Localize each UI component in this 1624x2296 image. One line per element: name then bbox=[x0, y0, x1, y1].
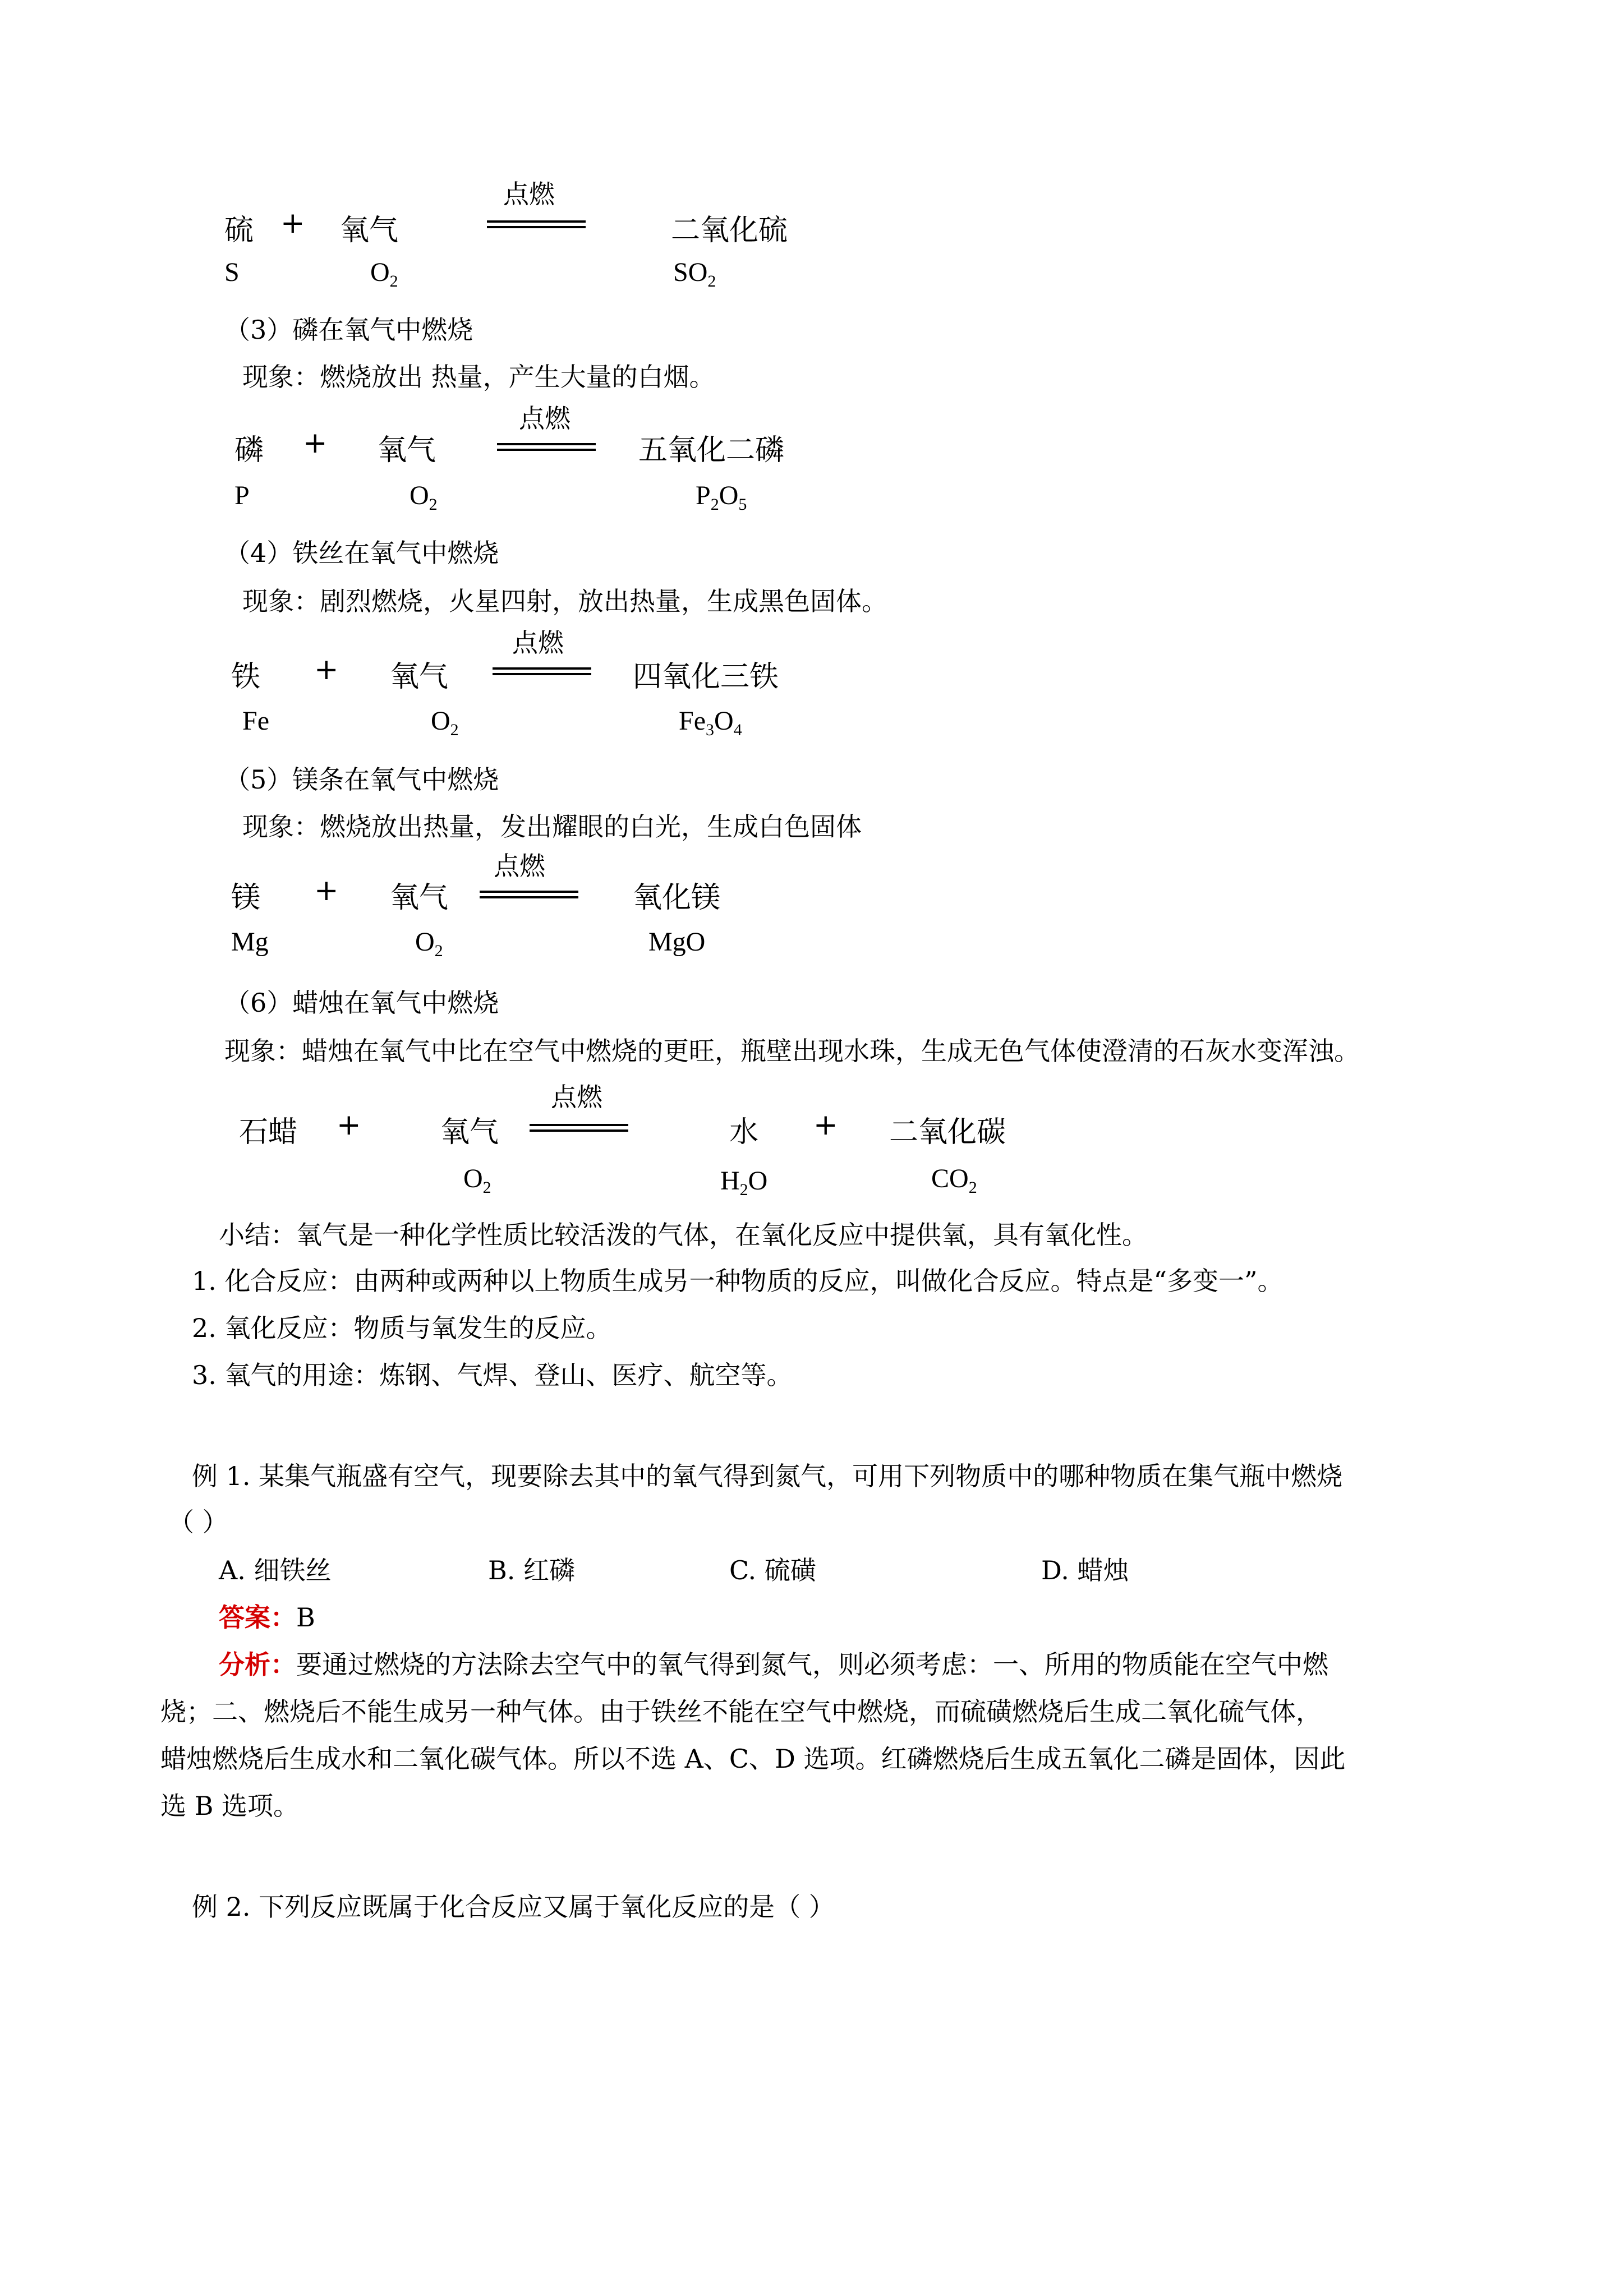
phenomenon-text: 现象：剧烈燃烧，火星四射，放出热量，生成黑色固体。 bbox=[242, 586, 887, 616]
point-3: 3. 氧气的用途：炼钢、气焊、登山、医疗、航空等。 bbox=[192, 1360, 793, 1390]
section-heading: （5）镁条在氧气中燃烧 bbox=[224, 764, 499, 795]
answer-label: 答案： bbox=[219, 1602, 296, 1633]
plus-sign: + bbox=[813, 1108, 838, 1142]
plus-sign: + bbox=[314, 874, 339, 907]
summary-text: 小结：氧气是一种化学性质比较活泼的气体，在氧化反应中提供氧，具有氧化性。 bbox=[219, 1220, 1148, 1250]
product-1: 二氧化硫 bbox=[671, 214, 788, 247]
condition-label: 点燃 bbox=[551, 1082, 602, 1112]
product-1: 五氧化二磷 bbox=[638, 434, 785, 467]
section-heading: （4）铁丝在氧气中燃烧 bbox=[224, 538, 499, 568]
reaction-arrow bbox=[493, 667, 591, 675]
point-2: 2. 氧化反应：物质与氧发生的反应。 bbox=[192, 1313, 612, 1343]
formula-reactant-2: $O_2$ bbox=[431, 706, 459, 739]
formula-reactant-1: S bbox=[224, 257, 240, 287]
reactant-1: 磷 bbox=[234, 434, 264, 467]
reactant-2: 氧气 bbox=[390, 660, 449, 694]
condition-label: 点燃 bbox=[494, 851, 545, 881]
option-d: D. 蜡烛 bbox=[1041, 1555, 1129, 1585]
analysis-line-2: 烧；二、燃烧后不能生成另一种气体。由于铁丝不能在空气中燃烧，而硫磺燃烧后生成二氧化硫气体， bbox=[160, 1696, 1322, 1727]
example-2-question: 例 2. 下列反应既属于化合反应又属于氧化反应的是（ ） bbox=[192, 1892, 835, 1922]
formula-reactant-1: Fe bbox=[242, 706, 269, 736]
reaction-arrow bbox=[497, 443, 596, 451]
formula-reactant-2: $O_2$ bbox=[415, 927, 443, 960]
formula-reactant-2: $O_2$ bbox=[370, 257, 398, 291]
phenomenon-text: 现象：燃烧放出 热量，产生大量的白烟。 bbox=[242, 362, 715, 392]
answer-line bbox=[219, 1597, 315, 1634]
analysis-line-3: 蜡烛燃烧后生成水和二氧化碳气体。所以不选 A、C、D 选项。红磷燃烧后生成五氧化二磷是固体，因此 bbox=[160, 1744, 1346, 1774]
analysis-line-1: 分析：要通过燃烧的方法除去空气中的氧气得到氮气，则必须考虑：一、所用的物质能在空气中燃 bbox=[219, 1649, 1328, 1680]
phenomenon-text: 现象：蜡烛在氧气中比在空气中燃烧的更旺，瓶壁出现水珠，生成无色气体使澄清的石灰水变浑浊。 bbox=[224, 1036, 1360, 1066]
plus-sign: + bbox=[314, 653, 339, 686]
product-1: 水 bbox=[729, 1115, 759, 1149]
formula-product-2: $CO_2$ bbox=[931, 1164, 977, 1197]
phenomenon-text: 现象：燃烧放出热量，发出耀眼的白光，生成白色固体 bbox=[242, 812, 862, 842]
reaction-arrow bbox=[487, 220, 586, 228]
reactant-1: 石蜡 bbox=[239, 1115, 298, 1149]
analysis-label: 分析： bbox=[219, 1649, 296, 1680]
plus-sign: + bbox=[337, 1108, 361, 1142]
plus-sign: + bbox=[280, 206, 305, 240]
option-b: B. 红磷 bbox=[488, 1555, 576, 1585]
reactant-2: 氧气 bbox=[390, 881, 449, 915]
formula-product-1: $H_2O$ bbox=[720, 1166, 768, 1199]
product-1: 四氧化三铁 bbox=[633, 660, 779, 694]
reactant-1: 硫 bbox=[224, 214, 254, 247]
condition-label: 点燃 bbox=[519, 403, 571, 434]
formula-reactant-1: P bbox=[234, 481, 250, 510]
analysis-line-4: 选 B 选项。 bbox=[160, 1791, 300, 1821]
formula-reactant-2: $O_2$ bbox=[463, 1164, 491, 1197]
reactant-2: 氧气 bbox=[340, 214, 399, 247]
reactant-1: 镁 bbox=[231, 881, 261, 915]
formula-product-1: $SO_2$ bbox=[673, 257, 716, 291]
example-1-question: 例 1. 某集气瓶盛有空气，现要除去其中的氧气得到氮气，可用下列物质中的哪种物质在集气瓶中燃烧 bbox=[192, 1461, 1343, 1491]
formula-product-1: $Fe_3O_4$ bbox=[679, 706, 742, 739]
formula-reactant-1: Mg bbox=[231, 927, 269, 957]
reactant-2: 氧气 bbox=[440, 1115, 499, 1149]
product-1: 氧化镁 bbox=[633, 881, 721, 915]
example-1-answer-blank: （ ） bbox=[168, 1507, 228, 1537]
formula-reactant-2: $O_2$ bbox=[410, 481, 438, 514]
condition-label: 点燃 bbox=[503, 179, 555, 209]
section-heading: （3）磷在氧气中燃烧 bbox=[224, 315, 473, 345]
condition-label: 点燃 bbox=[512, 628, 564, 658]
reaction-arrow bbox=[480, 891, 578, 898]
product-2: 二氧化碳 bbox=[889, 1115, 1006, 1149]
reactant-1: 铁 bbox=[231, 660, 261, 694]
section-heading: （6）蜡烛在氧气中燃烧 bbox=[224, 988, 499, 1018]
point-1: 1. 化合反应：由两种或两种以上物质生成另一种物质的反应，叫做化合反应。特点是“多变一”。 bbox=[192, 1266, 1283, 1296]
plus-sign: + bbox=[303, 426, 328, 460]
answer-value: B bbox=[296, 1602, 315, 1633]
reactant-2: 氧气 bbox=[378, 434, 436, 467]
formula-product-1: MgO bbox=[648, 927, 706, 957]
formula-product-1: $P_2O_5$ bbox=[696, 481, 747, 514]
reaction-arrow bbox=[530, 1124, 628, 1132]
option-a: A. 细铁丝 bbox=[219, 1555, 332, 1585]
option-c: C. 硫磺 bbox=[729, 1555, 816, 1585]
